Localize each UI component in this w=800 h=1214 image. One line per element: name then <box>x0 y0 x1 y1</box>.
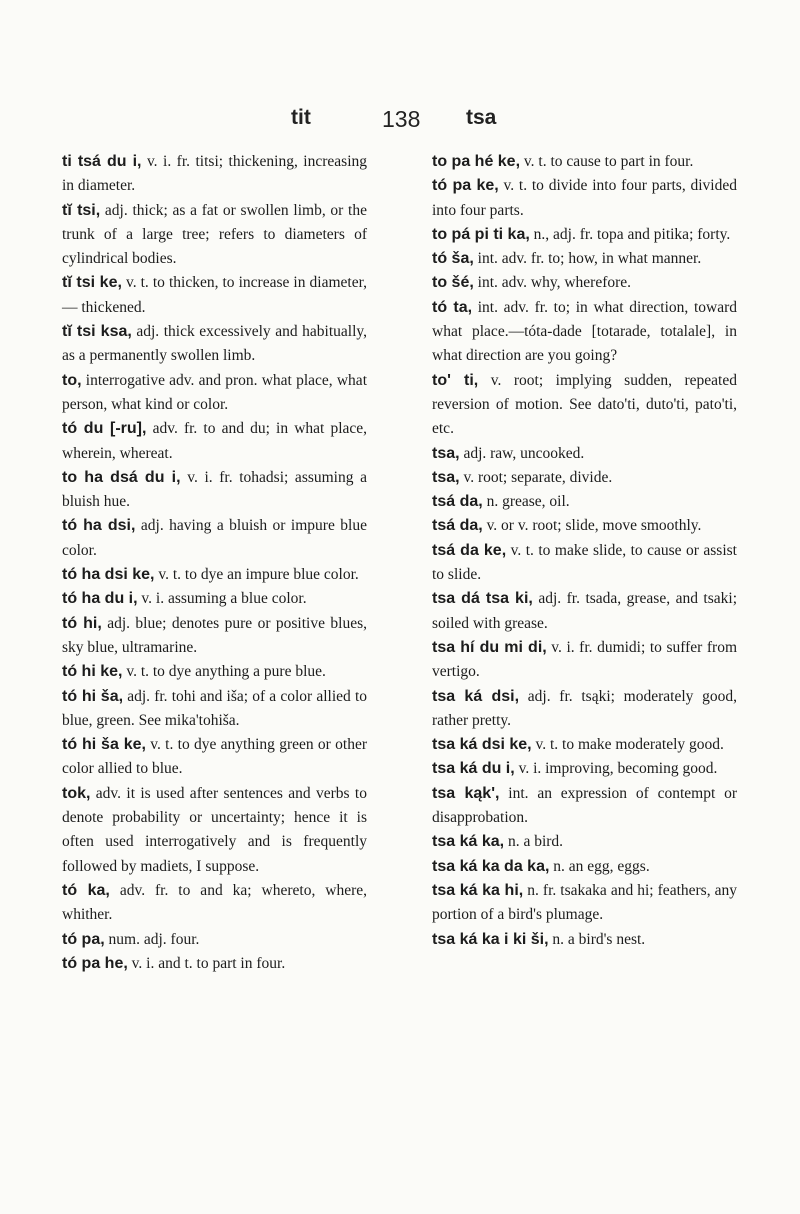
entry-definition: n. an egg, eggs. <box>549 857 650 875</box>
entry-definition: v. t. to divide into four parts, divided into four parts. <box>432 177 737 219</box>
entry-headword: tsá da ke, <box>432 541 507 559</box>
entry-headword: tsa hí du mi di, <box>432 638 547 656</box>
entry-headword: tsa kąk', <box>432 784 500 802</box>
entry-definition: adj. fr. tsąki; moderately good, rather pretty. <box>432 687 737 729</box>
dictionary-entry <box>62 733 367 782</box>
entry-definition: adj. fr. tohi and iša; of a color allied to blue, green. See mika'tohiša. <box>62 687 368 729</box>
entry-headword: tó pa, <box>62 930 105 948</box>
entry-definition: adj. blue; denotes pure or positive blues, sky blue, ultramarine. <box>62 614 367 656</box>
dictionary-entry <box>62 271 367 320</box>
entry-headword: to pá pi ti ka, <box>432 225 530 243</box>
dictionary-entry <box>62 466 367 515</box>
entry-definition: v. t. to make moderately good. <box>531 736 724 754</box>
entry-definition: v. i. and t. to part in four. <box>127 954 286 972</box>
entry-definition: n. a bird's nest. <box>548 930 646 948</box>
dictionary-entry <box>432 271 737 295</box>
dictionary-entry <box>62 685 367 734</box>
entry-headword: tĭ tsi, <box>62 201 101 219</box>
entry-definition: n., adj. fr. topa and pitika; forty. <box>529 225 731 243</box>
page-number: 138 <box>382 106 421 132</box>
dictionary-entry <box>432 514 737 538</box>
entry-definition: adv. fr. to and du; in what place, wherein, whereat. <box>62 420 368 462</box>
running-head-right: tsa <box>466 106 497 129</box>
dictionary-entry <box>432 442 737 466</box>
dictionary-entry <box>62 514 367 563</box>
entry-headword: tsa ká dsi, <box>432 687 520 705</box>
entry-headword: tsá da, <box>432 517 483 535</box>
entry-definition: adv. fr. to and ka; whereto, where, whither. <box>62 881 368 924</box>
entry-headword: tsa ká ka hi, <box>432 881 524 899</box>
dictionary-entry <box>62 660 367 684</box>
entry-definition: v. t. to dye anything green or other color allied to blue. <box>62 736 367 778</box>
entry-headword: tó pa he, <box>62 954 128 972</box>
entry-definition: int. adv. fr. to; how, in what manner. <box>473 250 702 268</box>
dictionary-entry <box>62 782 367 879</box>
entry-definition: int. adv. fr. to; in what direction, toward what place.—tóta-dade [totarade, totalale], in what direction are you going? <box>432 298 738 365</box>
entry-headword: tsa ká dsi ke, <box>432 736 532 754</box>
entry-headword: to' ti, <box>432 371 479 389</box>
left-column <box>62 150 367 976</box>
entry-headword: tó ša, <box>432 250 474 268</box>
entry-definition: v. i. assuming a blue color. <box>137 590 307 608</box>
entry-headword: tó ha du i, <box>62 590 138 608</box>
dictionary-entry <box>432 855 737 879</box>
dictionary-entry <box>432 490 737 514</box>
dictionary-entry <box>432 223 737 247</box>
dictionary-entry <box>62 587 367 611</box>
dictionary-entry <box>62 150 367 199</box>
entry-definition: n. grease, oil. <box>482 493 570 511</box>
entry-headword: tó ka, <box>62 881 110 899</box>
page-header <box>0 106 800 146</box>
entry-definition: adj. raw, uncooked. <box>459 444 585 462</box>
dictionary-entry <box>432 879 737 928</box>
entry-headword: tsa, <box>432 444 460 462</box>
entry-headword: tó ta, <box>432 298 473 316</box>
entry-definition: interrogative adv. and pron. what place, what person, what kind or color. <box>62 371 367 413</box>
entry-definition: v. t. to dye anything a pure blue. <box>122 663 326 681</box>
entry-definition: v. i. fr. dumidi; to suffer from vertigo. <box>432 638 737 681</box>
entry-headword: to ha dsá du i, <box>62 468 181 486</box>
entry-headword: tok, <box>62 784 91 802</box>
entry-headword: tsa, <box>432 468 460 486</box>
dictionary-entry <box>432 830 737 854</box>
entry-headword: to šé, <box>432 274 474 292</box>
dictionary-entry <box>432 928 737 952</box>
dictionary-entry <box>432 539 737 588</box>
entry-definition: num. adj. four. <box>104 930 200 948</box>
entry-headword: tó pa ke, <box>432 177 499 195</box>
dictionary-entry <box>432 587 737 636</box>
dictionary-entry <box>432 757 737 781</box>
entry-definition: adv. it is used after sentences and verbs to denote probability or uncertainty; hence it is often used interrogatively and is frequently followed by madiets, I suppose. <box>62 784 367 875</box>
dictionary-entry <box>432 150 737 174</box>
entry-headword: tó ha dsi, <box>62 517 136 535</box>
entry-definition: adj. thick; as a fat or swollen limb, or the trunk of a large tree; refers to diameters of cylindrical bodies. <box>62 201 367 268</box>
dictionary-entry <box>62 928 367 952</box>
dictionary-entry <box>62 320 367 369</box>
dictionary-entry <box>432 636 737 685</box>
entry-headword: tó du [-ru], <box>62 420 147 438</box>
dictionary-entry <box>432 733 737 757</box>
dictionary-entry <box>62 199 367 272</box>
entry-definition: v. t. to cause to part in four. <box>520 153 694 170</box>
dictionary-entry <box>62 952 367 976</box>
entry-headword: tsa ká du i, <box>432 760 515 778</box>
dictionary-entry <box>432 296 737 369</box>
entry-headword: tĭ tsi ke, <box>62 274 122 292</box>
entry-definition: v. t. to make slide, to cause or assist to slide. <box>432 541 737 584</box>
entry-definition: v. i. fr. tohadsi; assuming a bluish hue. <box>62 468 367 511</box>
dictionary-entry <box>432 685 737 734</box>
entry-definition: adj. having a bluish or impure blue color. <box>62 517 367 559</box>
dictionary-entry <box>432 174 737 223</box>
entry-definition: v. t. to thicken, to increase in diameter,— thickened. <box>62 274 367 316</box>
right-column <box>432 150 737 952</box>
entry-definition: v. i. fr. titsi; thickening, increasing in diameter. <box>62 153 367 195</box>
entry-definition: v. root; implying sudden, repeated reversion of motion. See dato'ti, duto'ti, pato'ti, etc. <box>432 371 737 438</box>
entry-headword: tsa ká ka i ki ši, <box>432 930 549 948</box>
dictionary-entry <box>62 563 367 587</box>
entry-headword: ti tsá du i, <box>62 153 142 170</box>
entry-headword: to, <box>62 371 82 389</box>
dictionary-entry <box>62 879 367 928</box>
entry-headword: to pa hé ke, <box>432 153 521 170</box>
entry-definition: v. t. to dye an impure blue color. <box>154 566 359 584</box>
dictionary-entry <box>62 417 367 466</box>
dictionary-entry <box>432 782 737 831</box>
entry-definition: n. a bird. <box>504 833 564 851</box>
entry-headword: tsa ká ka, <box>432 833 505 851</box>
entry-definition: v. i. improving, becoming good. <box>514 760 718 778</box>
entry-definition: v. or v. root; slide, move smoothly. <box>482 517 702 535</box>
dictionary-entry <box>432 247 737 271</box>
entry-headword: tsá da, <box>432 493 483 511</box>
entry-headword: tó hi ša, <box>62 687 124 705</box>
entry-headword: tsa dá tsa ki, <box>432 590 533 608</box>
entry-headword: tó hi, <box>62 614 102 632</box>
dictionary-entry <box>432 369 737 442</box>
entry-definition: int. adv. why, wherefore. <box>473 274 632 292</box>
entry-definition: n. fr. tsakaka and hi; feathers, any portion of a bird's plumage. <box>432 881 737 924</box>
entry-definition: adj. thick excessively and habitually, as a permanently swollen limb. <box>62 323 367 365</box>
entry-headword: tó ha dsi ke, <box>62 566 155 584</box>
dictionary-entry <box>62 612 367 661</box>
entry-headword: tó hi ke, <box>62 663 123 681</box>
dictionary-entry <box>62 369 367 418</box>
entry-definition: v. root; separate, divide. <box>459 468 613 486</box>
entry-headword: tsa ká ka da ka, <box>432 857 550 875</box>
entry-headword: tĭ tsi ksa, <box>62 323 132 341</box>
running-head-left: tit <box>291 106 311 129</box>
entry-headword: tó hi ša ke, <box>62 736 146 754</box>
dictionary-entry <box>432 466 737 490</box>
entry-definition: int. an expression of contempt or disapprobation. <box>432 784 737 827</box>
entry-definition: adj. fr. tsada, grease, and tsaki; soiled with grease. <box>432 590 738 632</box>
